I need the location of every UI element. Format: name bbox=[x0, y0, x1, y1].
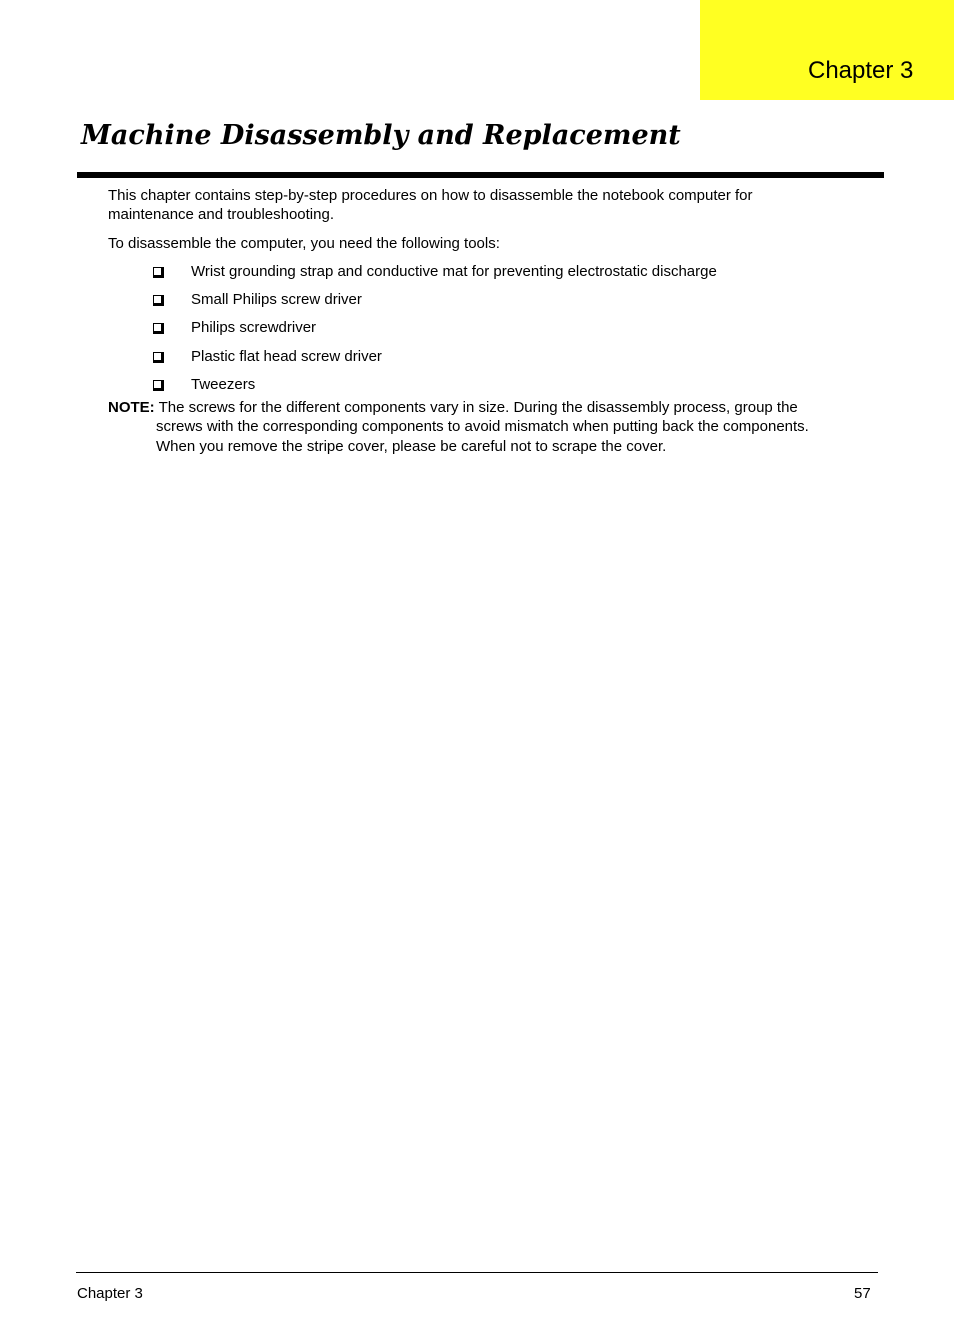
note-line-2: screws with the corresponding components to avoid mismatch when putting back the components. bbox=[156, 418, 809, 435]
note-label: NOTE: bbox=[108, 399, 155, 416]
footer-chapter: Chapter 3 bbox=[77, 1285, 143, 1302]
note-line-1 bbox=[108, 398, 798, 417]
list-item-label: Wrist grounding strap and conductive mat for preventing electrostatic discharge bbox=[191, 263, 717, 280]
checkbox-bullet-icon bbox=[153, 267, 164, 278]
page-title: Machine Disassembly and Replacement bbox=[81, 120, 681, 151]
checkbox-bullet-icon bbox=[153, 380, 164, 391]
page-number: 57 bbox=[854, 1285, 871, 1302]
note-line-3: When you remove the stripe cover, please be careful not to scrape the cover. bbox=[156, 438, 667, 455]
intro-line-2: maintenance and troubleshooting. bbox=[108, 206, 334, 223]
tools-intro: To disassemble the computer, you need the following tools: bbox=[108, 235, 500, 252]
checkbox-bullet-icon bbox=[153, 323, 164, 334]
list-item-label: Plastic flat head screw driver bbox=[191, 348, 382, 365]
intro-line-1: This chapter contains step-by-step procedures on how to disassemble the notebook computer for bbox=[108, 187, 753, 204]
note-text-1: The screws for the different components vary in size. During the disassembly process, group the bbox=[158, 399, 798, 416]
checkbox-bullet-icon bbox=[153, 352, 164, 363]
checkbox-bullet-icon bbox=[153, 295, 164, 306]
list-item-label: Small Philips screw driver bbox=[191, 291, 362, 308]
chapter-tab-label: Chapter 3 bbox=[808, 57, 914, 84]
title-rule bbox=[77, 172, 884, 178]
footer-rule bbox=[76, 1272, 878, 1273]
list-item-label: Tweezers bbox=[191, 376, 256, 393]
chapter-tab bbox=[700, 0, 954, 100]
list-item-label: Philips screwdriver bbox=[191, 319, 317, 336]
